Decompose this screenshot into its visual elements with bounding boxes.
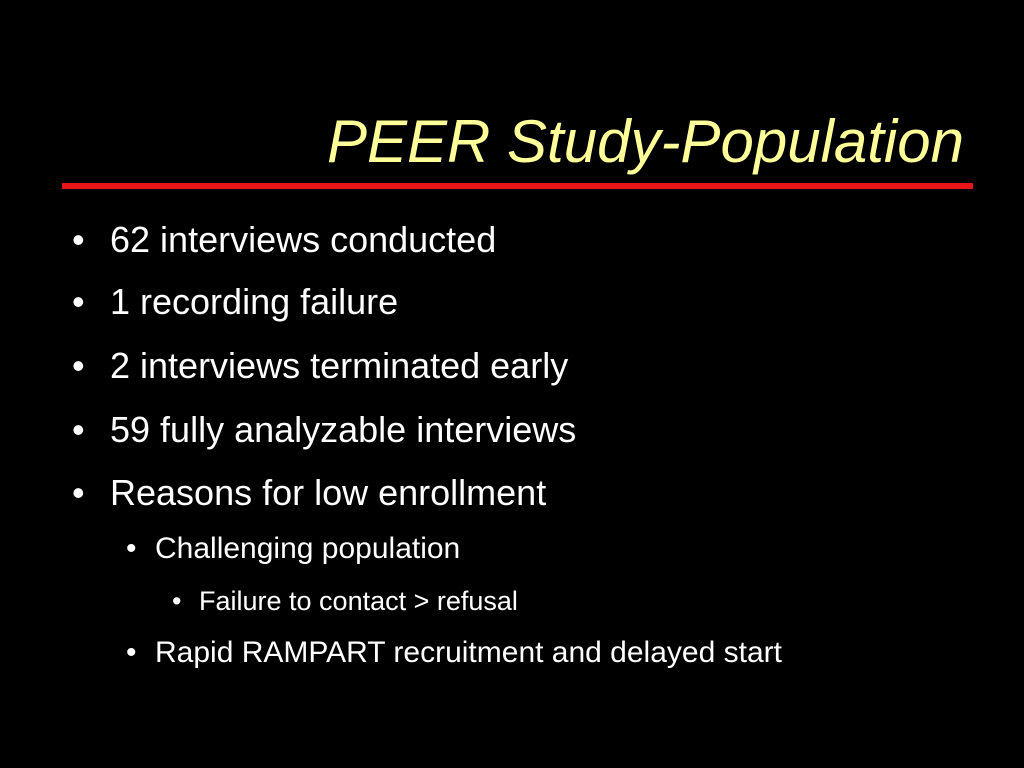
bullet-icon: • [126, 532, 137, 565]
bullet-icon: • [72, 345, 85, 386]
bullet-text: Failure to contact > refusal [199, 586, 518, 616]
bullet-icon: • [172, 586, 182, 616]
bullet-text: Challenging population [155, 532, 461, 565]
bullet-item-interviews-conducted [72, 219, 497, 260]
bullet-text: 2 interviews terminated early [110, 345, 569, 386]
bullet-text: 1 recording failure [110, 281, 399, 322]
bullet-icon: • [72, 281, 85, 322]
slide-title: PEER Study-Population [326, 108, 964, 175]
bullet-item-low-enrollment-reasons [72, 472, 547, 513]
bullet-item-recording-failure [72, 281, 399, 322]
bullet-text: 62 interviews conducted [110, 219, 497, 260]
bullet-item-analyzable-interviews [72, 409, 577, 450]
sub-bullet-challenging-population [126, 532, 461, 566]
sub-bullet-rampart-recruitment [126, 636, 782, 670]
bullet-icon: • [72, 472, 85, 513]
bullet-icon: • [126, 636, 137, 669]
bullet-text: 59 fully analyzable interviews [110, 409, 577, 450]
bullet-icon: • [72, 409, 85, 450]
bullet-icon: • [72, 219, 85, 260]
bullet-text: Reasons for low enrollment [110, 472, 547, 513]
sub-sub-bullet-failure-to-contact [172, 586, 518, 616]
bullet-text: Rapid RAMPART recruitment and delayed start [155, 636, 782, 669]
bullet-item-terminated-early [72, 345, 569, 386]
